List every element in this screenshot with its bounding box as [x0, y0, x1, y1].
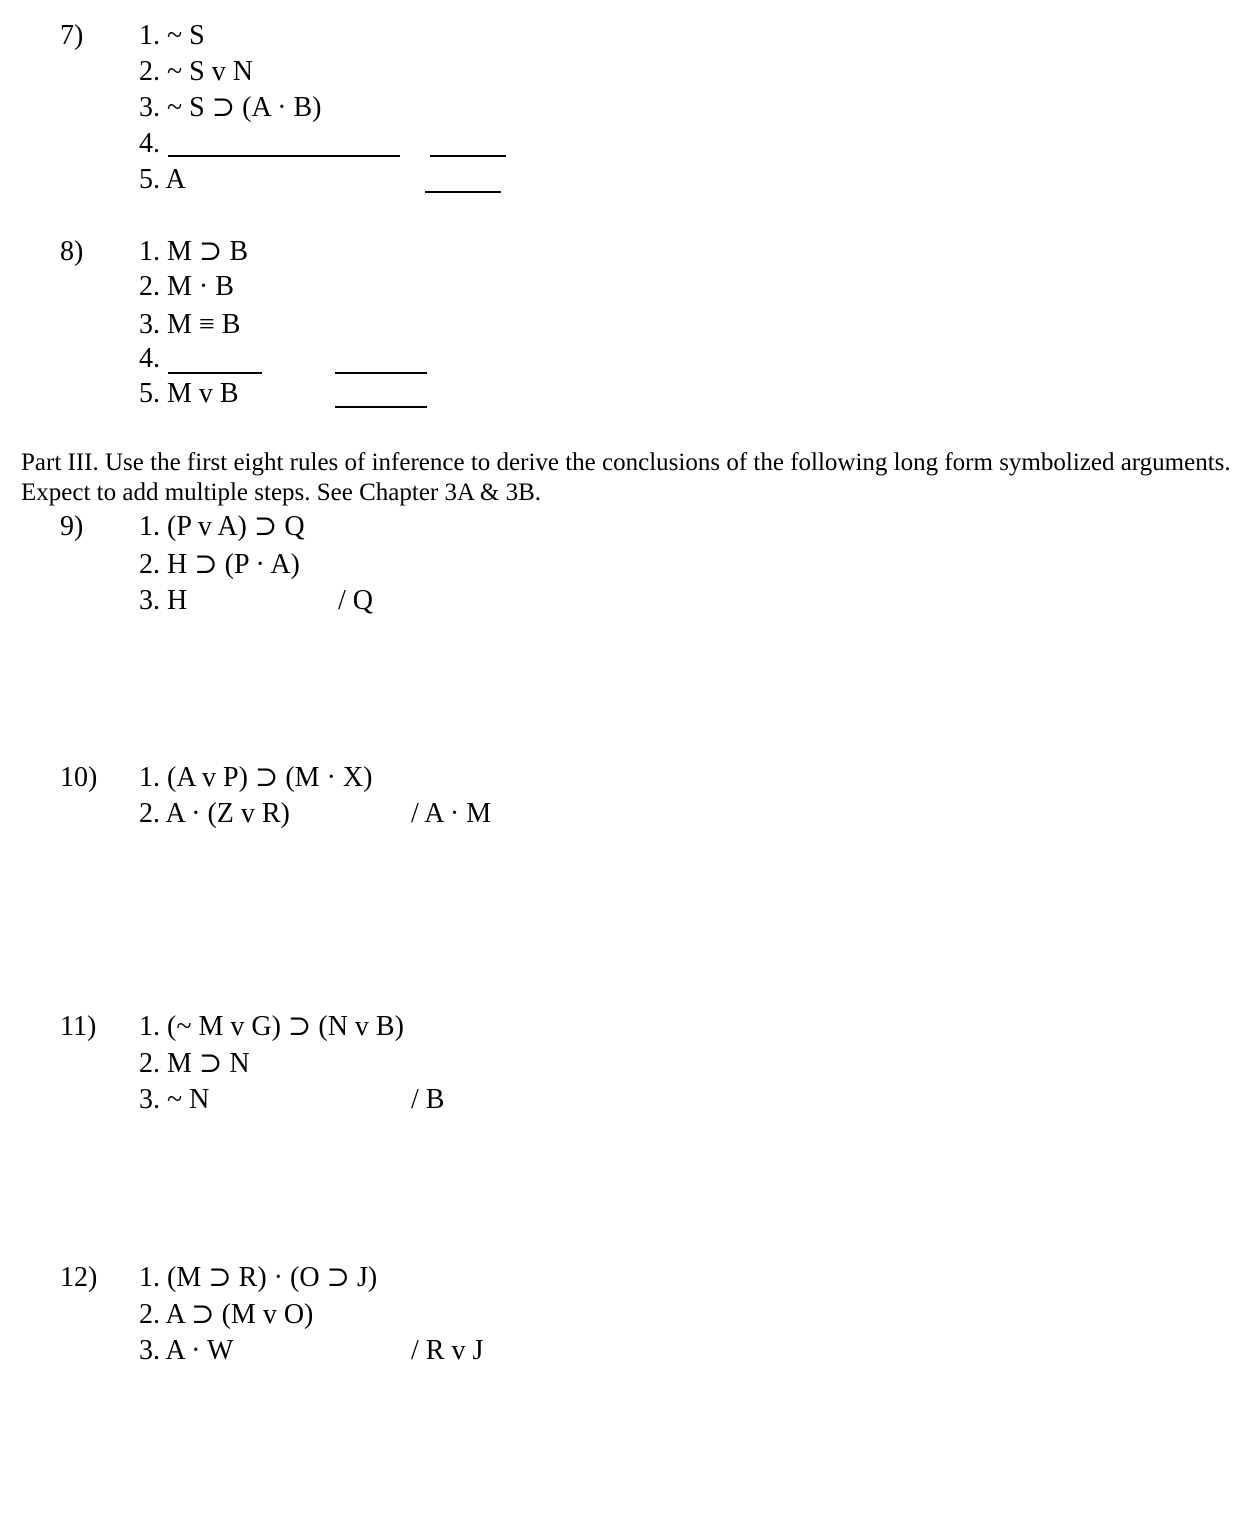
justification-blank[interactable] [430, 155, 506, 157]
statement-blank[interactable] [168, 372, 262, 374]
justification-blank[interactable] [425, 191, 501, 193]
proof-line-2: 2. ~ S v N [139, 56, 253, 87]
justification-blank[interactable] [335, 406, 427, 408]
part-iii-instructions: Part III. Use the first eight rules of inference to derive the conclusions of the following long form symbolized arguments. Expect to add multiple steps. See Chapter 3A & 3B. [21, 449, 1231, 506]
statement-blank[interactable] [168, 155, 400, 157]
premise-1: 1. (M ⊃ R) · (O ⊃ J) [139, 1262, 378, 1293]
premise-3: 3. A · W [139, 1335, 234, 1366]
proof-line-3: 3. M ≡ B [139, 309, 241, 340]
proof-line-4: 4. [139, 128, 160, 159]
proof-line-3: 3. ~ S ⊃ (A · B) [139, 92, 322, 123]
proof-line-2: 2. M · B [139, 271, 234, 302]
problem-number: 7) [60, 20, 84, 51]
proof-line-1: 1. M ⊃ B [139, 236, 249, 267]
premise-2: 2. A · (Z v R) [139, 798, 290, 829]
proof-line-5: 5. A [139, 164, 186, 195]
problem-number: 9) [60, 511, 84, 542]
proof-line-5: 5. M v B [139, 378, 239, 409]
problem-number: 10) [60, 762, 98, 793]
proof-line-4: 4. [139, 343, 160, 374]
proof-line-1: 1. ~ S [139, 20, 205, 51]
conclusion: / B [411, 1084, 445, 1115]
premise-1: 1. (A v P) ⊃ (M · X) [139, 762, 373, 793]
premise-3: 3. ~ N [139, 1084, 210, 1115]
premise-2: 2. A ⊃ (M v O) [139, 1299, 314, 1330]
problem-number: 8) [60, 236, 84, 267]
premise-2: 2. M ⊃ N [139, 1048, 250, 1079]
problem-number: 12) [60, 1262, 98, 1293]
justification-blank[interactable] [335, 372, 427, 374]
conclusion: / R v J [411, 1335, 484, 1366]
conclusion: / A · M [411, 798, 492, 829]
premise-2: 2. H ⊃ (P · A) [139, 549, 300, 580]
problem-number: 11) [60, 1011, 97, 1042]
premise-1: 1. (~ M v G) ⊃ (N v B) [139, 1011, 404, 1042]
premise-3: 3. H [139, 585, 188, 616]
premise-1: 1. (P v A) ⊃ Q [139, 511, 305, 542]
conclusion: / Q [338, 585, 373, 616]
